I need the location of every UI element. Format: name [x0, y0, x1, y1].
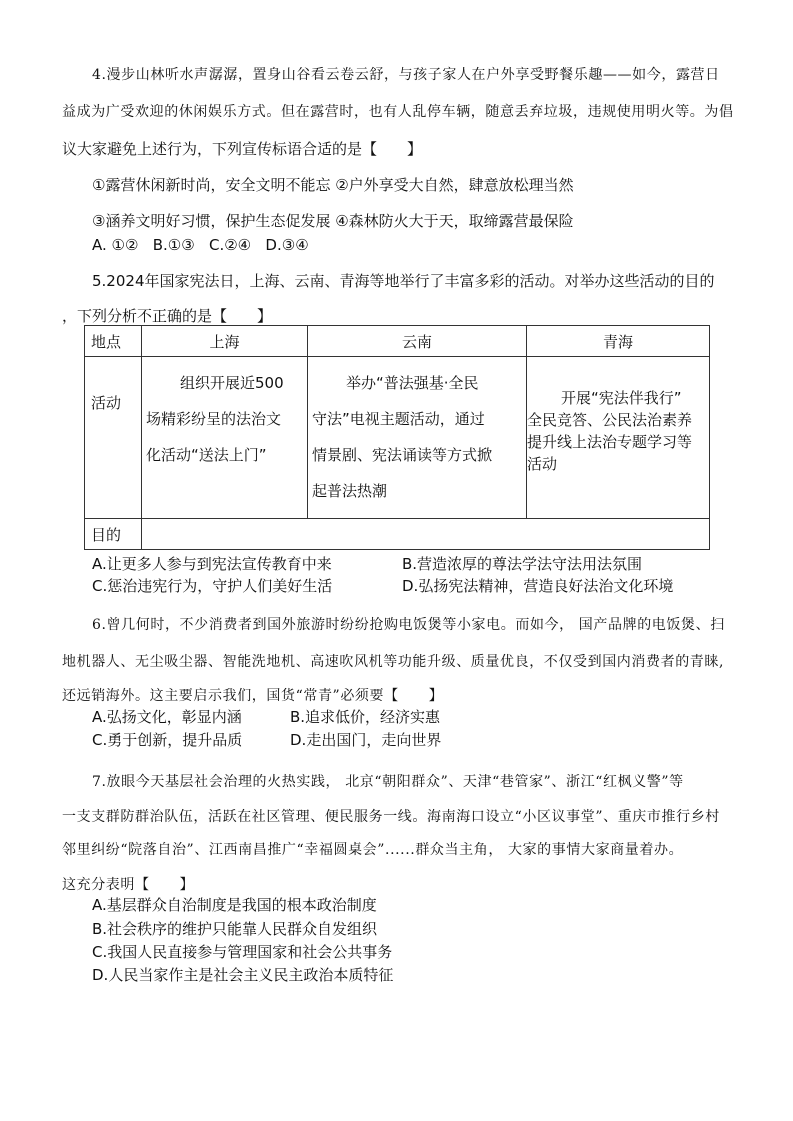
cell-line: 化活动“送法上门” [146, 446, 267, 464]
table-header-yunnan: 云南 [308, 326, 527, 357]
q4-line3 [62, 138, 422, 159]
cell-line: 组织开展近500 [180, 374, 284, 392]
table-cell-purpose-empty [142, 519, 710, 550]
cell-line: 活动 [527, 455, 558, 473]
table-header-qinghai: 青海 [527, 326, 710, 357]
q7-option-c: C.我国人民直接参与管理国家和社会公共事务 [92, 943, 393, 961]
q4-choices: A. ①② B.①③ C.②④ D.③④ [92, 236, 309, 254]
q6-option-b: B.追求低价，经济实惠 [290, 708, 441, 726]
q5-line1: 5.2024年国家宪法日，上海、云南、青海等地举行了丰富多彩的活动。对举办这些活动的目的 [92, 272, 715, 290]
q7-line4 [62, 874, 194, 894]
q5-option-c: C.惩治违宪行为，守护人们美好生活 [92, 577, 333, 595]
cell-line: 提升线上法治专题学习等 [527, 433, 693, 451]
q6-line2: 地机器人、无尘吸尘器、智能洗地机、高速吹风机等功能升级、质量优良，不仅受到国内消费者的青睐, [62, 654, 725, 670]
q7-line1: 7.放眼今天基层社会治理的火热实践， 北京“朝阳群众”、天津“巷管家”、浙江“红枫义警”等 [92, 774, 684, 790]
q4-line2: 益成为广受欢迎的休闲娱乐方式。但在露营时，也有人乱停车辆，随意丢弃垃圾，违规使用明火等。为倡 [62, 104, 734, 120]
q7-option-b: B.社会秩序的维护只能靠人民群众自发组织 [92, 920, 378, 938]
activity-table [84, 325, 710, 550]
q6-option-d: D.走出国门，走向世界 [290, 731, 442, 749]
q4-stem-text: 议大家避免上述行为，下列宣传标语合适的是【 [62, 140, 378, 158]
q5-line2 [62, 305, 272, 326]
bracket-close: 】 [428, 688, 444, 704]
q5-option-a: A.让更多人参与到宪法宣传教育中来 [92, 555, 332, 573]
table-row-label-activity: 活动 [85, 357, 142, 519]
cell-line: 开展“宪法伴我行” [561, 389, 682, 407]
table-cell-yunnan [308, 357, 527, 519]
table-cell-shanghai [142, 357, 308, 519]
q7-line3: 邻里纠纷“院落自治”、江西南昌推广“幸福圆桌会”......群众当主角， 大家的事情大家商量着办。 [62, 842, 684, 858]
bracket-close: 】 [179, 877, 195, 893]
cell-line: 守法”电视主题活动，通过 [312, 410, 485, 428]
q6-line3 [62, 685, 443, 705]
q5-option-d: D.弘扬宪法精神，营造良好法治文化环境 [402, 577, 674, 595]
cell-line: 起普法热潮 [312, 482, 388, 500]
bracket-close: 】 [407, 140, 423, 158]
q6-stem-text: 还远销海外。这主要启示我们，国货“常青”必须要【 [62, 688, 399, 704]
cell-line: 举办“普法强基·全民 [346, 374, 479, 392]
q7-line2: 一支支群防群治队伍，活跃在社区管理、便民服务一线。海南海口设立“小区议事堂”、重庆市推行乡村 [62, 809, 720, 825]
q6-option-a: A.弘扬文化，彰显内涵 [92, 708, 242, 726]
q5-option-b: B.营造浓厚的尊法学法守法用法氛围 [402, 555, 643, 573]
q7-option-d: D.人民当家作主是社会主义民主政治本质特征 [92, 966, 394, 984]
table-header-place: 地点 [85, 326, 142, 357]
q7-option-a: A.基层群众自治制度是我国的根本政治制度 [92, 896, 377, 914]
table-row-label-purpose: 目的 [85, 519, 142, 550]
table-header-shanghai: 上海 [142, 326, 308, 357]
q4-statements-1: ①露营休闲新时尚，安全文明不能忘 ②户外享受大自然，肆意放松理当然 [92, 176, 574, 194]
cell-line: 场精彩纷呈的法治文 [146, 410, 282, 428]
cell-line: 全民竞答、公民法治素养 [527, 411, 693, 429]
table-cell-qinghai [527, 357, 710, 519]
q6-line1: 6.曾几何时，不少消费者到国外旅游时纷纷抢购电饭煲等小家电。而如今， 国产品牌的电饭煲、扫 [92, 617, 725, 633]
cell-line: 情景剧、宪法诵读等方式掀 [312, 446, 493, 464]
bracket-close: 】 [257, 307, 273, 325]
q6-option-c: C.勇于创新，提升品质 [92, 731, 243, 749]
q5-stem-text: ，下列分析不正确的是【 [62, 307, 228, 325]
q4-statements-2: ③涵养文明好习惯，保护生态促发展 ④森林防火大于天，取缔露营最保险 [92, 212, 574, 230]
q7-stem-text: 这充分表明【 [62, 877, 150, 893]
q4-line1: 4.漫步山林听水声潺潺，置身山谷看云卷云舒，与孩子家人在户外享受野餐乐趣——如今，露营日 [92, 67, 720, 83]
